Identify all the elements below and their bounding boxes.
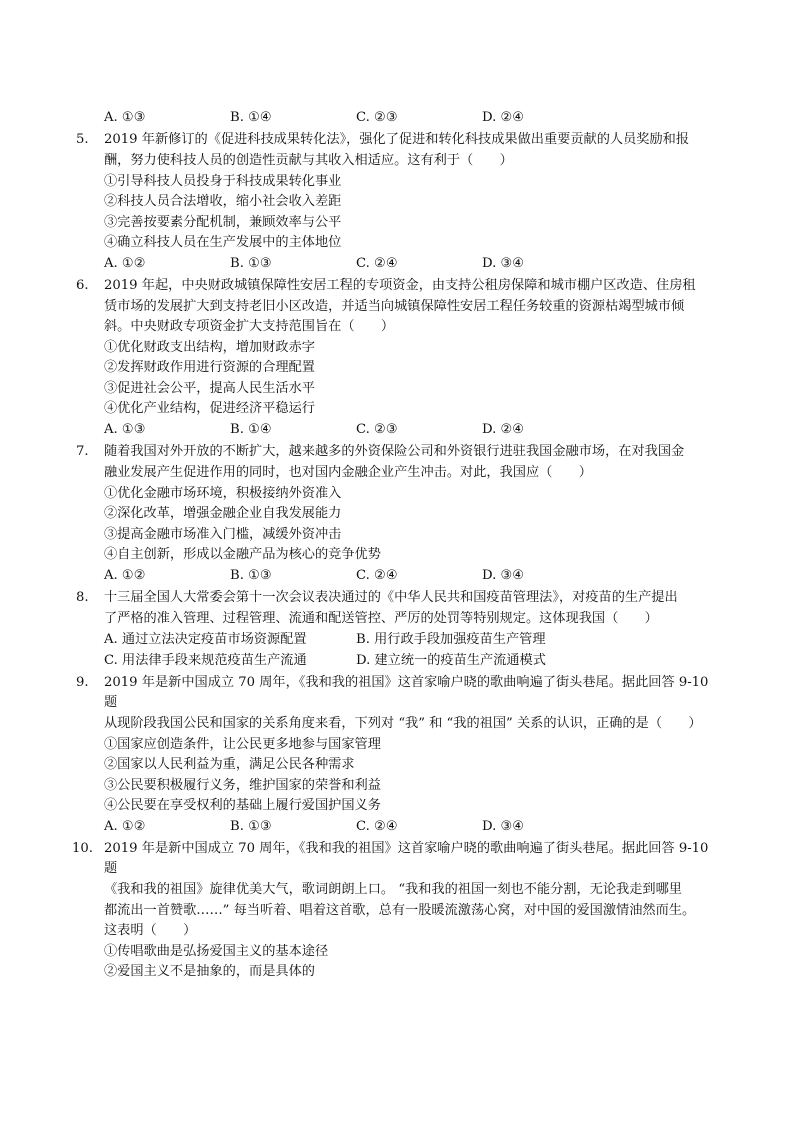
- choice-item: ①引导科技人员投身于科技成果转化事业: [104, 174, 342, 189]
- choice-item: ④优化产业结构，促进经济平稳运行: [104, 401, 315, 416]
- choice-item: ③提高金融市场准入门槛，减缓外资冲击: [104, 527, 342, 542]
- option-a: A. ①③: [104, 422, 146, 437]
- option-b: B. ①③: [230, 819, 272, 834]
- option-b: B. 用行政手段加强疫苗生产管理: [356, 632, 546, 647]
- option-c: C. ②③: [356, 422, 398, 437]
- choice-item: ②科技人员合法增收，缩小社会收入差距: [104, 194, 342, 209]
- question-number: 7.: [76, 444, 89, 459]
- option-c: C. ②④: [356, 568, 398, 583]
- option-a: A. 通过立法决定疫苗市场资源配置: [104, 632, 307, 647]
- choice-item: ③促进社会公平，提高人民生活水平: [104, 381, 315, 396]
- question-stem-line: 十三届全国人大常委会第十一次会议表决通过的《中华人民共和国疫苗管理法》，对疫苗的生产提出: [104, 590, 678, 605]
- question-stem-line: 随着我国对外开放的不断扩大，越来越多的外资保险公司和外资银行进驻我国金融市场，在对我国金: [104, 444, 685, 459]
- option-c: C. ②④: [356, 256, 398, 271]
- question-stem-line: 这表明（ ）: [104, 923, 197, 938]
- option-d: D. ③④: [482, 819, 525, 834]
- option-d: D. ③④: [482, 568, 525, 583]
- question-stem-line: 题: [104, 861, 118, 876]
- choice-item: ②爱国主义不是抽象的，而是具体的: [104, 964, 315, 979]
- option-a: A. ①②: [104, 568, 146, 583]
- choice-item: ②深化改革，增强金融企业自我发展能力: [104, 506, 342, 521]
- question-number: 6.: [76, 278, 89, 293]
- question-stem-line: 2019 年是新中国成立 70 周年，《我和我的祖国》这首家喻户晓的歌曲响遍了街头巷尾。据此回答 9-10: [104, 841, 709, 856]
- question-number: 9.: [76, 675, 89, 690]
- choice-item: ④自主创新，形成以金融产品为核心的竞争优势: [104, 547, 381, 562]
- question-stem-line: 酬，努力使科技人员的创造性贡献与其收入相适应。这有利于（ ）: [104, 153, 513, 168]
- choice-item: ①国家应创造条件，让公民更多地参与国家管理: [104, 737, 381, 752]
- option-b: B. ①④: [230, 422, 272, 437]
- option-c: C. ②③: [356, 110, 398, 125]
- question-stem-line: 2019 年起，中央财政城镇保障性安居工程的专项资金，由支持公租房保障和城市棚户区改造、住房租: [104, 278, 696, 293]
- option-b: B. ①④: [230, 110, 272, 125]
- question-stem-line: 融业发展产生促进作用的同时，也对国内金融企业产生冲击。对此，我国应（ ）: [104, 465, 592, 480]
- choice-item: ③完善按要素分配机制，兼顾效率与公平: [104, 215, 342, 230]
- question-stem-line: 都流出一首赞歌……” 每当听着、唱着这首歌，总有一股暖流激荡心窝，对中国的爱国激情油然而生。: [104, 903, 696, 918]
- option-b: B. ①③: [230, 256, 272, 271]
- choice-item: ④公民要在享受权利的基础上履行爱国护国义务: [104, 798, 381, 813]
- option-a: A. ①②: [104, 819, 146, 834]
- question-stem-line: 斜。中央财政专项资金扩大支持范围旨在（ ）: [104, 319, 395, 334]
- choice-item: ②国家以人民利益为重，满足公民各种需求: [104, 757, 355, 772]
- choice-item: ①优化金融市场环境，积极接纳外资准入: [104, 486, 342, 501]
- option-a: A. ①②: [104, 256, 146, 271]
- question-stem-line: 《我和我的祖国》旋律优美大气，歌词朗朗上口。 “我和我的祖国一刻也不能分割，无论我走到哪里: [104, 882, 682, 897]
- question-stem-line: 2019 年是新中国成立 70 周年，《我和我的祖国》这首家喻户晓的歌曲响遍了街头巷尾。据此回答 9-10: [104, 675, 709, 690]
- option-d: D. 建立统一的疫苗生产流通模式: [356, 653, 546, 668]
- question-number: 10.: [72, 841, 93, 856]
- option-c: C. 用法律手段来规范疫苗生产流通: [104, 653, 307, 668]
- question-number: 8.: [76, 590, 89, 605]
- option-c: C. ②④: [356, 819, 398, 834]
- option-d: D. ②④: [482, 110, 525, 125]
- choice-item: ④确立科技人员在生产发展中的主体地位: [104, 235, 342, 250]
- option-d: D. ③④: [482, 256, 525, 271]
- question-number: 5.: [76, 132, 89, 147]
- option-d: D. ②④: [482, 422, 525, 437]
- question-stem-line: 从现阶段我国公民和国家的关系角度来看，下列对 “我” 和 “我的祖国” 关系的认识，正确的是（ ）: [104, 716, 702, 731]
- question-stem-line: 题: [104, 695, 118, 710]
- option-b: B. ①③: [230, 568, 272, 583]
- question-stem-line: 了严格的准入管理、过程管理、流通和配送管控、严厉的处罚等特别规定。这体现我国（ ）: [104, 611, 658, 626]
- choice-item: ②发挥财政作用进行资源的合理配置: [104, 360, 315, 375]
- choice-item: ①优化财政支出结构，增加财政赤字: [104, 340, 315, 355]
- question-stem-line: 2019 年新修订的《促进科技成果转化法》，强化了促进和转化科技成果做出重要贡献的人员奖励和报: [104, 132, 690, 147]
- choice-item: ③公民要积极履行义务，维护国家的荣誉和利益: [104, 778, 381, 793]
- question-stem-line: 赁市场的发展扩大到支持老旧小区改造，并适当向城镇保障性安居工程任务较重的资源枯竭型城市倾: [104, 299, 685, 314]
- option-a: A. ①③: [104, 110, 146, 125]
- choice-item: ①传唱歌曲是弘扬爱国主义的基本途径: [104, 944, 329, 959]
